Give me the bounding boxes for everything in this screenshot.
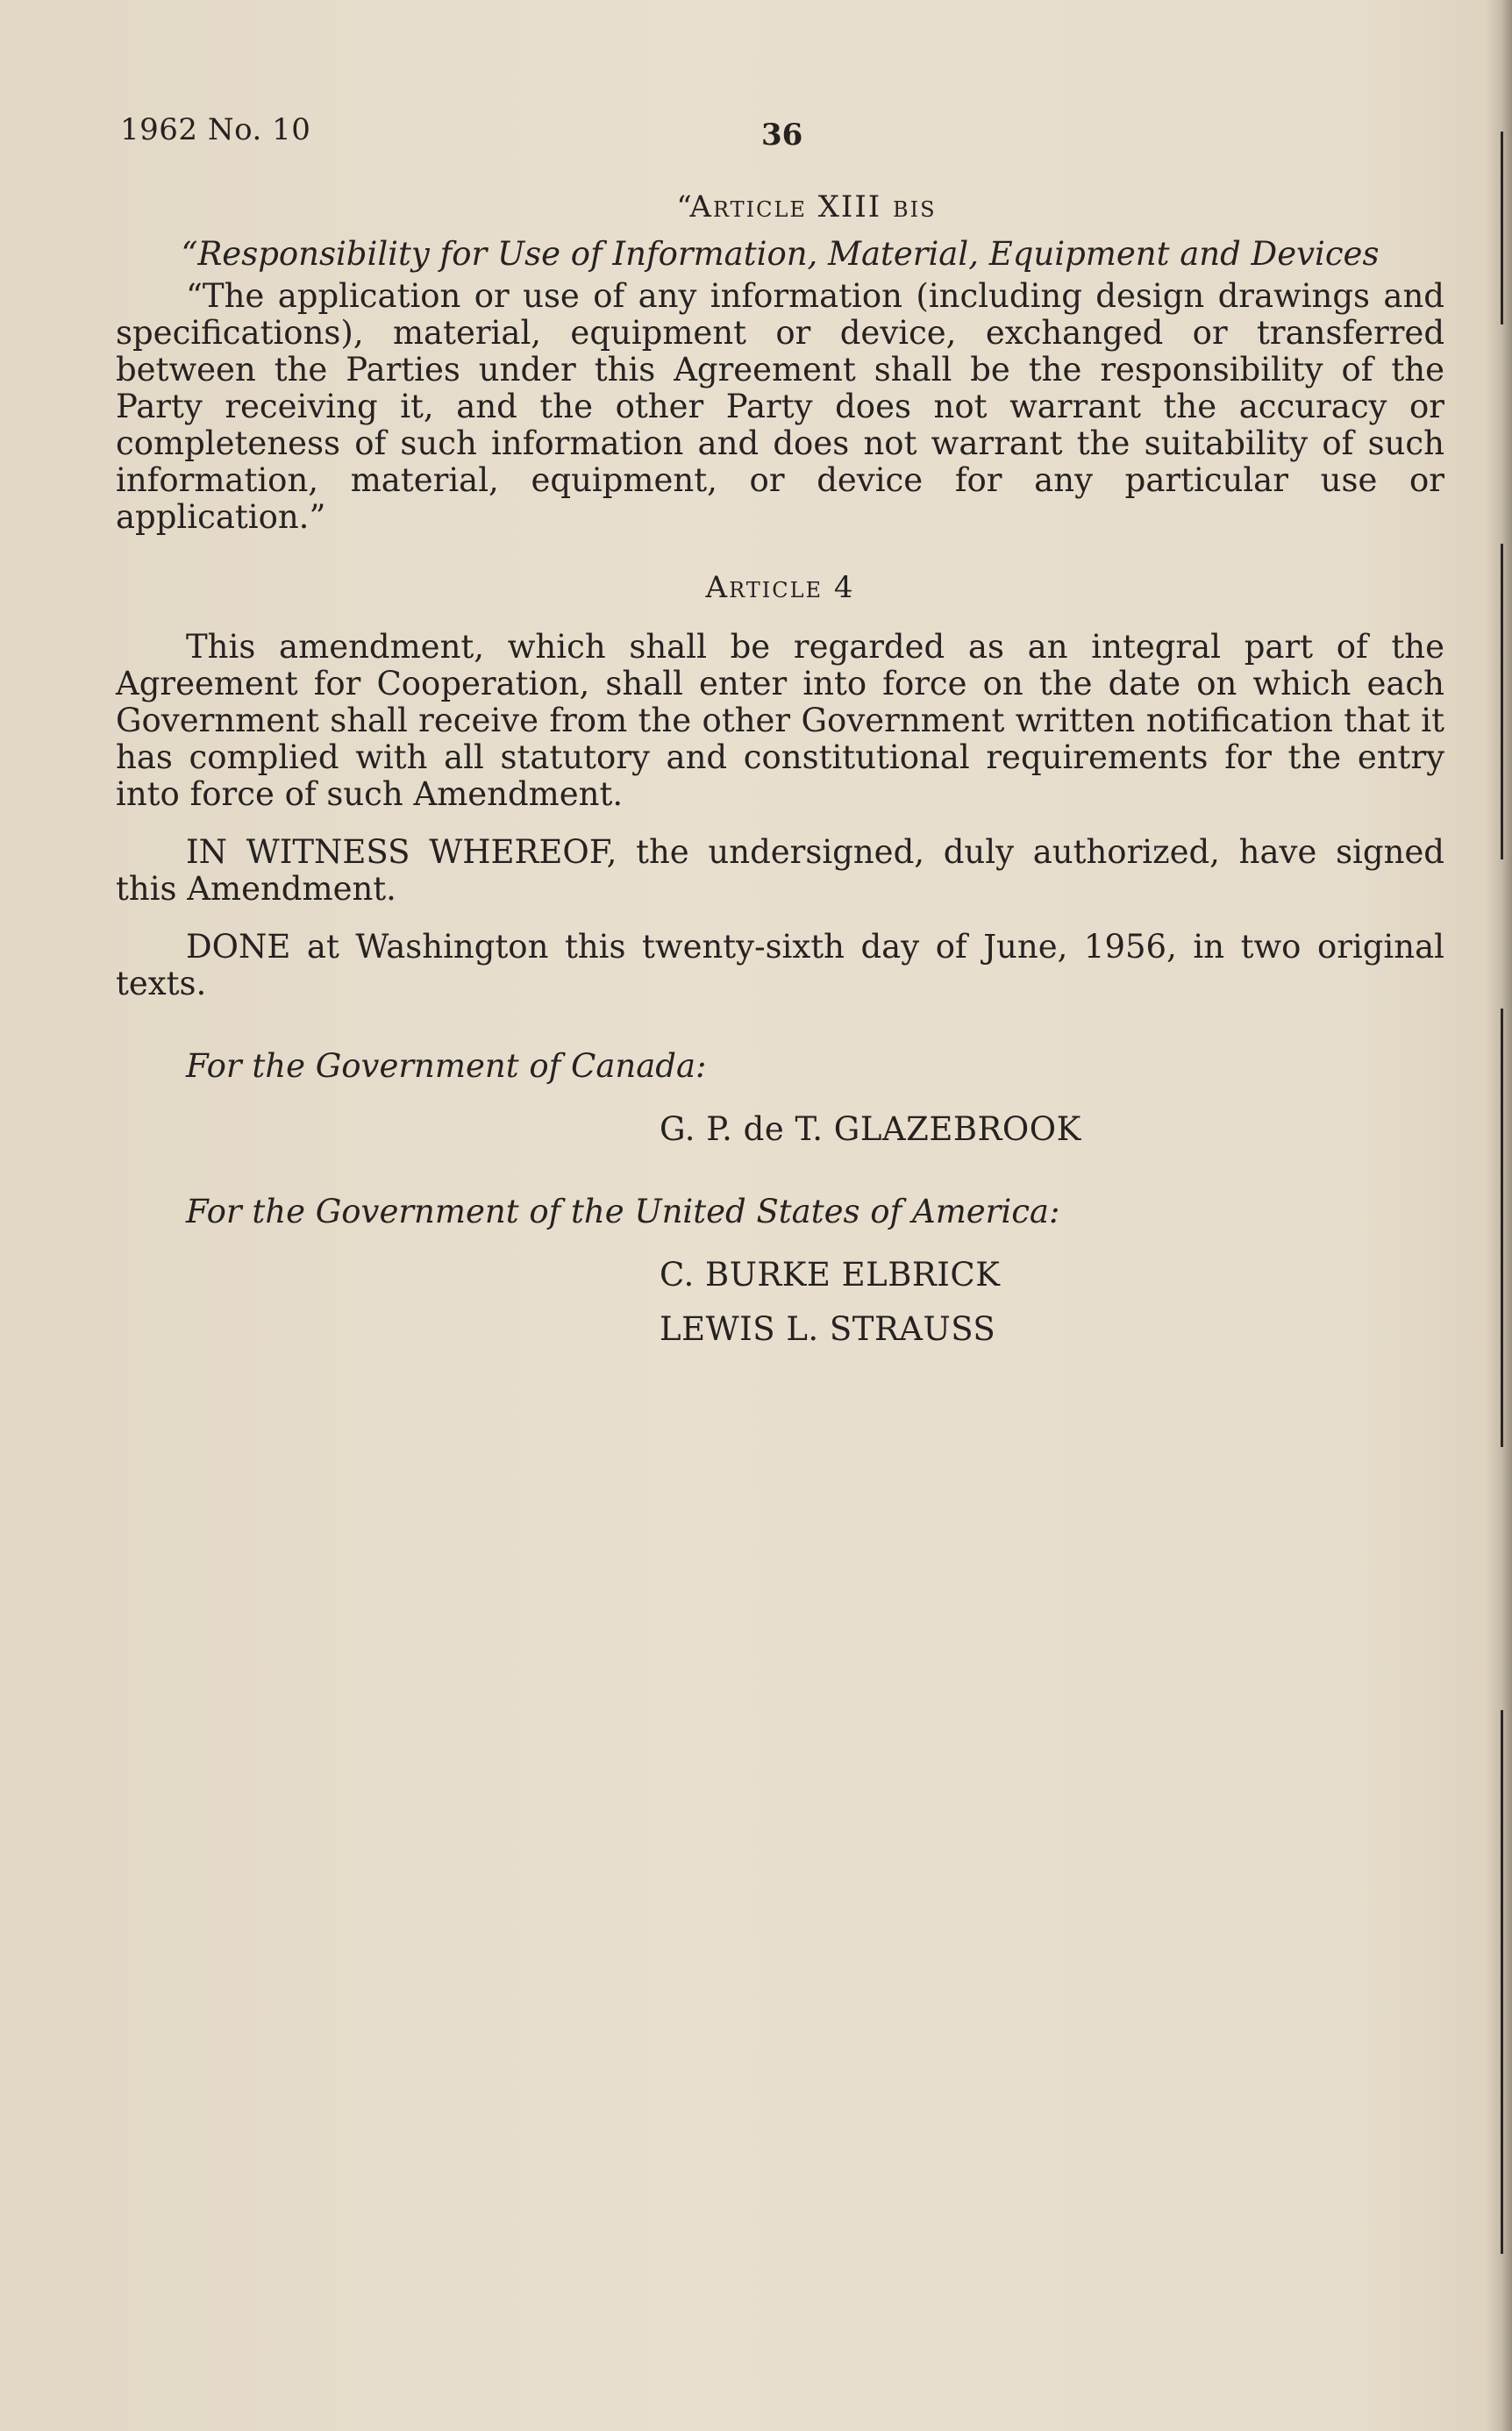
witness-clause: IN WITNESS WHEREOF, the undersigned, duly authorized, have signed this Amendment. [116, 833, 1444, 908]
page-edge-line [1501, 132, 1503, 324]
usa-label: For the Government of the United States of America: [186, 1193, 1060, 1230]
page-edge-shadow [1486, 0, 1512, 2431]
done-clause: DONE at Washington this twenty-sixth day of June, 1956, in two original texts. [116, 928, 1444, 1002]
page-edge-line [1501, 544, 1503, 859]
page-edge-line [1501, 1710, 1503, 2254]
article4-body: This amendment, which shall be regarded as an integral part of the Agreement for Cooperation, shall enter into force on the date on which each Government shall receive from the other Government written notification that it has complied with all statutory and constitutional requirements for the entry into force of such Amendment. [116, 628, 1444, 813]
article-body: “The application or use of any information (including design drawings and specifications), material, equipment or device, exchanged or transferred between the Parties under this Agreement shall be the responsibility of the Party receiving it, and the other Party does not warrant the accuracy or completeness of such information and does not warrant the suitability of such information, material, equipment, or device for any particular use or application.” [116, 277, 1444, 536]
article-title: “Article XIII bis [676, 189, 937, 225]
canada-label: For the Government of Canada: [186, 1047, 707, 1085]
article4-title: Article 4 [705, 570, 855, 605]
document-body [116, 189, 1444, 1348]
document-header: 1962 No. 10 [120, 112, 311, 147]
usa-signer-1: C. BURKE ELBRICK [660, 1256, 1001, 1294]
canada-signer: G. P. de T. GLAZEBROOK [660, 1110, 1081, 1148]
usa-signer-2: LEWIS L. STRAUSS [660, 1310, 996, 1348]
page-number: 36 [761, 118, 803, 153]
article-subtitle: “Responsibility for Use of Information, Material, Equipment and Devices [181, 235, 1380, 273]
page-edge-line [1501, 1009, 1503, 1447]
